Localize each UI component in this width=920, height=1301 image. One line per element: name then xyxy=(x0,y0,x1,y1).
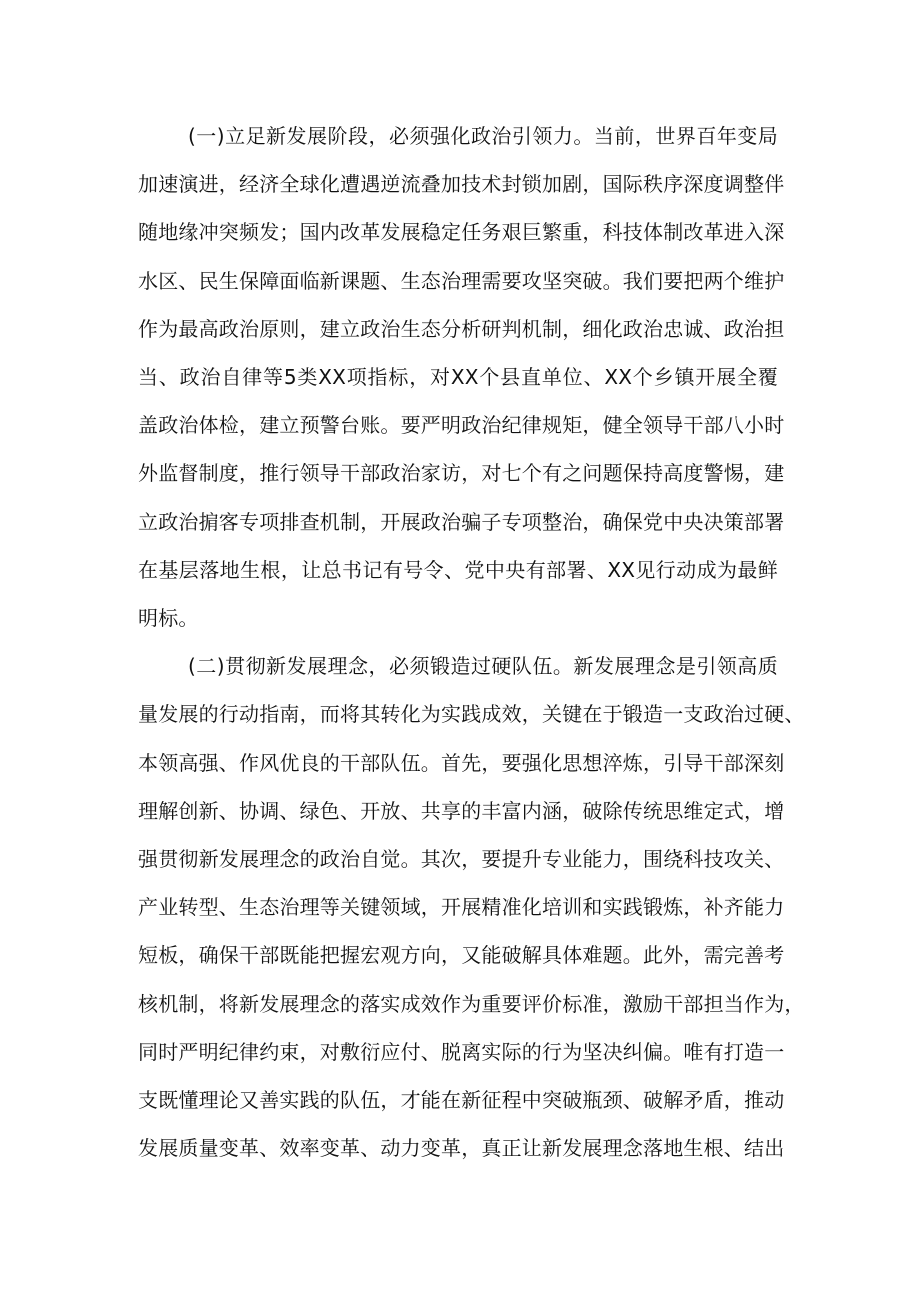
paragraph-line: 水区、民生保障面临新课题、生态治理需要攻坚突破。我们要把两个维护 xyxy=(138,268,785,293)
paragraph-line: 强贯彻新发展理念的政治自觉。其次，要提升专业能力，围绕科技攻关、 xyxy=(138,847,785,872)
paragraph-line: 支既懂理论又善实践的队伍，才能在新征程中突破瓶颈、破解矛盾，推动 xyxy=(138,1088,785,1113)
paragraph-line: 量发展的行动指南，而将其转化为实践成效，关键在于锻造一支政治过硬、 xyxy=(138,702,805,727)
paragraph-line: 加速演进，经济全球化遭遇逆流叠加技术封锁加剧，国际秩序深度调整伴 xyxy=(138,172,785,197)
paragraph-line: 立政治掮客专项排查机制，开展政治骗子专项整治，确保党中央决策部署 xyxy=(138,509,785,534)
paragraph-1 xyxy=(138,112,785,642)
paragraph-line: 理解创新、协调、绿色、开放、共享的丰富内涵，破除传统思维定式，增 xyxy=(138,798,785,823)
document-body xyxy=(138,112,805,1172)
paragraph-2 xyxy=(138,642,805,1172)
paragraph-line: 本领高强、作风优良的干部队伍。首先，要强化思想淬炼，引导干部深刻 xyxy=(138,750,785,775)
paragraph-line: 外监督制度，推行领导干部政治家访，对七个有之问题保持高度警惕，建 xyxy=(138,461,785,486)
paragraph-line: 明标。 xyxy=(138,606,199,631)
paragraph-line: 盖政治体检，建立预警台账。要严明政治纪律规矩，健全领导干部八小时 xyxy=(138,413,785,438)
paragraph-line: 核机制，将新发展理念的落实成效作为重要评价标准，激励干部担当作为， xyxy=(138,991,805,1016)
paragraph-line: 产业转型、生态治理等关键领域，开展精准化培训和实践锻炼，补齐能力 xyxy=(138,895,785,920)
paragraph-line: 随地缘冲突频发；国内改革发展稳定任务艰巨繁重，科技体制改革进入深 xyxy=(138,220,785,245)
paragraph-line: 作为最高政治原则，建立政治生态分析研判机制，细化政治忠诚、政治担 xyxy=(138,316,785,341)
paragraph-line: 同时严明纪律约束，对敷衍应付、脱离实际的行为坚决纠偏。唯有打造一 xyxy=(138,1039,785,1064)
paragraph-line: 在基层落地生根，让总书记有号令、党中央有部署、XX见行动成为最鲜 xyxy=(138,557,778,582)
paragraph-line: (一)立足新发展阶段，必须强化政治引领力。当前，世界百年变局 xyxy=(188,124,778,148)
paragraph-line: 短板，确保干部既能把握宏观方向，又能破解具体难题。此外，需完善考 xyxy=(138,943,785,968)
paragraph-line: 发展质量变革、效率变革、动力变革，真正让新发展理念落地生根、结出 xyxy=(138,1136,785,1161)
paragraph-line: (二)贯彻新发展理念，必须锻造过硬队伍。新发展理念是引领高质 xyxy=(188,654,778,679)
paragraph-line: 当、政治自律等5类XX项指标，对XX个县直单位、XX个乡镇开展全覆 xyxy=(138,365,778,390)
